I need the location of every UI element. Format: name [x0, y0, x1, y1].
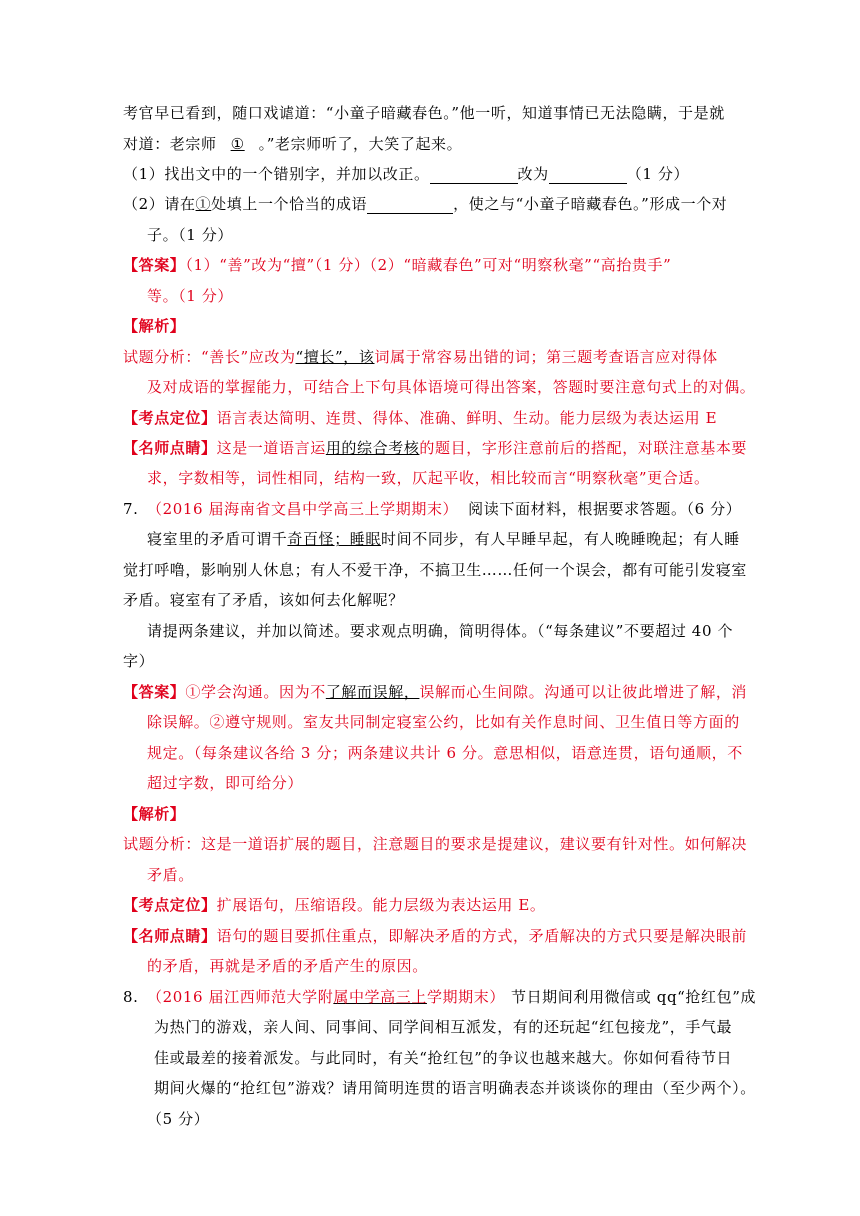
blank-marker: ①: [195, 195, 212, 213]
answer-label: 【答案】: [123, 256, 186, 274]
paragraph-line: 期间火爆的“抢红包”游戏？请用简明连贯的语言明确表态并谈谈你的理由（至少两个）。: [154, 1079, 756, 1097]
underlined-text: “擅长”，该: [295, 348, 375, 366]
paragraph-line: 为热门的游戏，亲人间、同事间、同学间相互派发，有的还玩起“红包接龙”，手气最: [154, 1018, 733, 1036]
question-text: （1）找出文中的一个错别字，并加以改正。: [123, 165, 430, 183]
text: 误解而心生间隙。沟通可以让彼此增进了解，消: [419, 683, 748, 701]
teacher-tip-line: 的矛盾，再就是矛盾的矛盾产生的原因。: [147, 957, 428, 975]
text: 词属于常容易出错的词；第三题考查语言应对得体: [374, 348, 718, 366]
question-7-header: [123, 499, 743, 519]
answer-line: 除误解。②遵守规则。室友共同制定寝室公约，比如有关作息时间、卫生值日等方面的: [147, 713, 740, 731]
question-text: （2）请在: [123, 195, 196, 213]
text: 寝室里的矛盾可谓千: [147, 530, 288, 548]
question-source: 学期期末）: [426, 988, 505, 1006]
question-line: [123, 164, 743, 184]
text: ，使之与“小童子暗藏春色。”形成一个对: [453, 195, 728, 213]
text: 时间不同步，有人早睡早起，有人晚睡晚起；有人睡: [381, 530, 740, 548]
score: （1 分）: [626, 165, 690, 183]
text: 。”老宗师听了，大笑了起来。: [258, 135, 463, 153]
paragraph-line: 字）: [123, 652, 155, 670]
answer-blank: [367, 197, 453, 214]
text: ①学会沟通。因为不: [185, 683, 326, 701]
answer-text: （1）“善”改为“擅”（1 分）（2）“暗藏春色”可对“明察秋毫”“高抬贵手”: [185, 256, 672, 274]
question-number: 7.: [123, 500, 139, 518]
question-source: （2016 届江西师范大学附: [147, 988, 334, 1006]
answer-blank: [430, 167, 518, 184]
text: 语言表达简明、连贯、得体、准确、鲜明、生动。能力层级为表达运用 E: [216, 409, 718, 427]
paragraph-line: （5 分）: [147, 1110, 210, 1128]
text: 求，字数相等，词性相同，结构一致，仄起平收，相比较而言“明察秋毫”更合适。: [147, 469, 710, 487]
question-number: 8.: [123, 988, 139, 1006]
paragraph-line: 佳或最差的接着派发。与此同时，有关“抢红包”的争议也越来越大。你如何看待节日: [154, 1049, 733, 1067]
analysis-line: 试题分析：这是一道语扩展的题目，注意题目的要求是提建议，建议要有针对性。如何解决: [123, 835, 748, 853]
text: 处填上一个恰当的成语: [211, 195, 368, 213]
answer-line: 超过字数，即可给分）: [147, 774, 304, 792]
text: 扩展语句，压缩语段。能力层级为表达运用 E。: [216, 896, 546, 914]
teacher-tip-line: [123, 438, 748, 458]
text: 这是一道语言运: [216, 439, 326, 457]
paragraph-line: 请提两条建议，并加以简述。要求观点明确，简明得体。（“每条建议”不要超过 40 个: [147, 622, 734, 640]
teacher-tip-line: [147, 468, 767, 488]
teacher-tip-label: 【名师点睛】: [123, 927, 217, 945]
text: 语句的题目要抓住重点，即解决矛盾的方式，矛盾解决的方式只要是解决眼前: [216, 927, 748, 945]
text: 子。（1 分）: [147, 226, 234, 244]
knowledge-point-line: [123, 895, 743, 915]
teacher-tip-label: 【名师点睛】: [123, 439, 217, 457]
question-source-underlined: 属中学高三上: [333, 988, 427, 1006]
paragraph-line: 矛盾。寝室有了矛盾，该如何去化解呢？: [123, 591, 404, 609]
answer-line: [123, 255, 743, 275]
question-8-header: [123, 987, 757, 1007]
paragraph-line: [123, 103, 743, 123]
knowledge-point-line: [123, 408, 743, 428]
analysis-line: 矛盾。: [147, 866, 194, 884]
answer-label: 【答案】: [123, 683, 186, 701]
knowledge-point-label: 【考点定位】: [123, 409, 217, 427]
answer-line: [147, 286, 767, 306]
paragraph-line: [123, 134, 743, 154]
question-text: 节日期间利用微信或 qq“抢红包”成: [510, 988, 757, 1006]
question-line: [147, 225, 767, 245]
teacher-tip-line: [123, 926, 748, 946]
paragraph-line: 觉打呼噜，影响别人休息；有人不爱干净，不搞卫生……任何一个误会，都有可能引发寝室: [123, 561, 748, 579]
knowledge-point-label: 【考点定位】: [123, 896, 217, 914]
text: 试题分析：“善长”应改为: [123, 348, 296, 366]
answer-text: 等。（1 分）: [147, 287, 234, 305]
analysis-label: 【解析】: [123, 805, 186, 823]
analysis-line: [147, 377, 767, 397]
text: 及对成语的掌握能力，可结合上下句具体语境可得出答案，答题时要注意句式上的对偶。: [147, 378, 756, 396]
analysis-label: 【解析】: [123, 317, 186, 335]
answer-line: 规定。（每条建议各给 3 分；两条建议共计 6 分。意思相似，语意连贯，语句通顺，不: [147, 744, 743, 762]
text: 考官早已看到，随口戏谑道：“小童子暗藏春色。”他一听，知道事情已无法隐瞒，于是就: [123, 104, 725, 122]
answer-line: [123, 682, 748, 702]
text: 改为: [517, 165, 549, 183]
paragraph-line: [147, 529, 767, 549]
text: 的题目，字形注意前后的搭配，对联注意基本要: [419, 439, 748, 457]
answer-blank: [549, 167, 627, 184]
analysis-line: [123, 347, 743, 367]
underlined-text: 用的综合考核: [325, 439, 420, 457]
blank-marker: ①: [230, 135, 245, 153]
question-source: （2016 届海南省文昌中学高三上学期期末）: [147, 500, 459, 518]
text: 对道：老宗师: [123, 135, 217, 153]
question-line: [123, 194, 743, 214]
underlined-text: 奇百怪；睡眠: [287, 530, 382, 548]
underlined-text: 了解而误解，: [325, 683, 420, 701]
question-text: 阅读下面材料，根据要求答题。（6 分）: [468, 500, 742, 518]
